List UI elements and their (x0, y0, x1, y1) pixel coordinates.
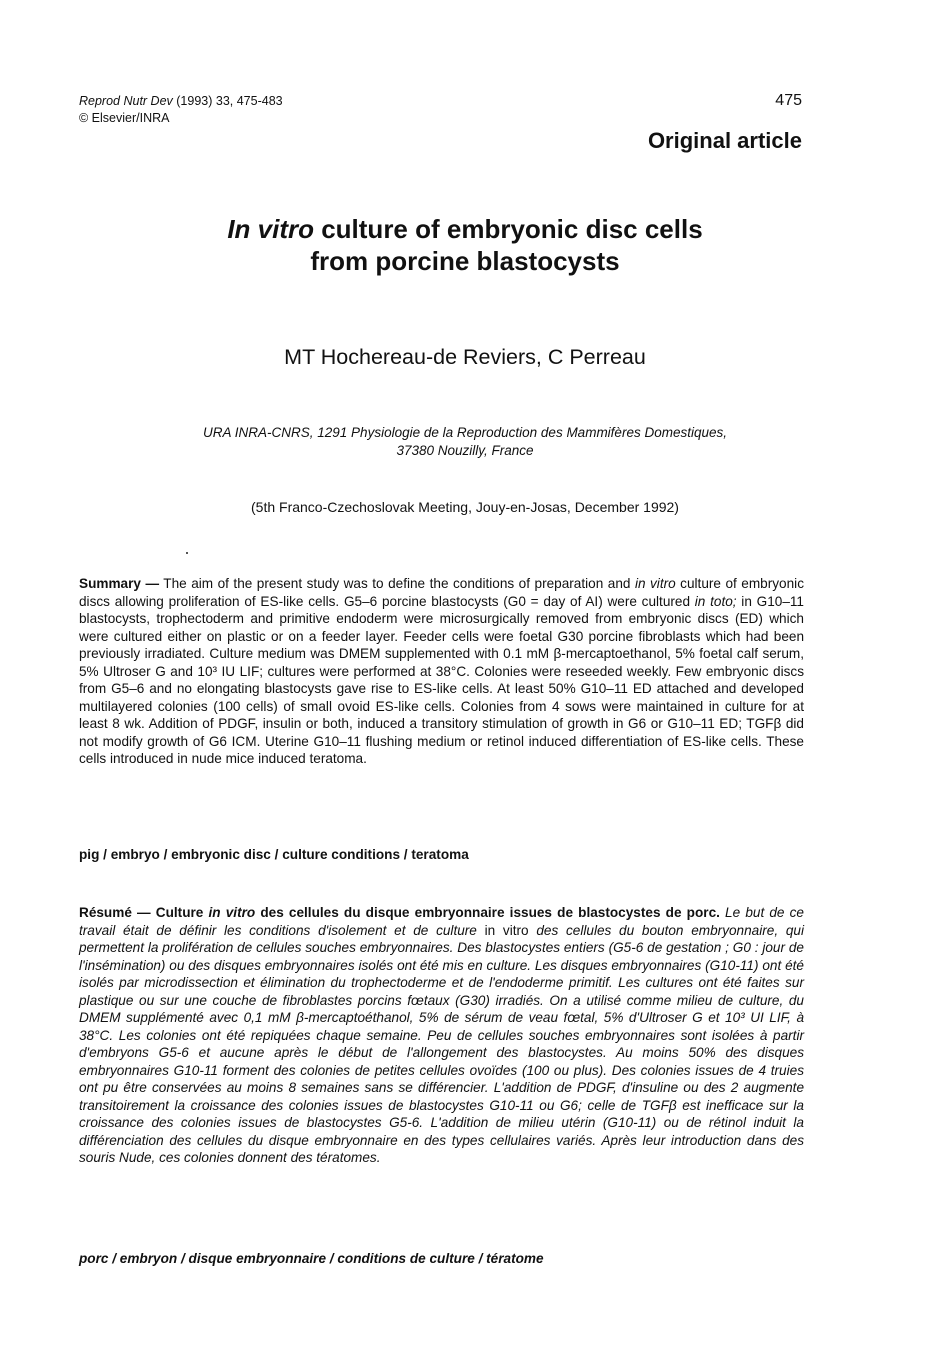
journal-citation (79, 93, 283, 109)
resume-upright-1: in vitro (484, 922, 529, 938)
summary-text-1: The aim of the present study was to define the conditions of preparation and (159, 576, 635, 591)
affiliation (0, 424, 930, 460)
resume-label: Résumé — Culture (79, 905, 209, 920)
affiliation-line-1: URA INRA-CNRS, 1291 Physiologie de la Reproduction des Mammifères Domestiques, (203, 425, 727, 440)
resume-label-italic: in vitro (208, 905, 256, 920)
title-line-2: from porcine blastocysts (310, 246, 620, 276)
resume-text-2: des cellules du bouton embryonnaire, qui permettent la prolifération de cellules souches embryonnaires. Des blastocystes entiers (G5-6 de gestation ; G0 : jour de l'insémination) ou des disques embryonnaires isolés ont été mis en culture. Les disques embryonnaires (G10-11) ont été isolés par microdissection et élimination du trophectoderme et de l'endoderme primitif. Les cultures ont été faites sur plastique ou sur une couche de fibroblastes porcins fœtaux (G30) irradiés. On a utilisé comme milieu de culture, du DMEM supplémenté avec 0,1 mM β-mercaptoéthanol, 5% de sérum de veau fœtal, 5% d'Ultroser G et 10³ UI LIF, à 38°C. Les colonies ont été repiquées chaque semaine. Peu de cellules souches embryonnaires sont isolées à partir d'embryons G5-6 et aucune après le début de l'allongement des blastocystes. Au moins 50% des disques embryonnaires G10-11 forment des colonies de petites cellules ovoïdes (100 ou plus). Des colonies issues de 4 truies ont pu être conservées au moins 8 semaines sans se différencier. L'addition de PDGF, d'insuline ou des 2 augmente transitoirement la croissance des colonies issues de blastocystes G10-11 ou G6; celle de TGFβ est inefficace sur la croissance des colonies issues de blastocystes G5-6. L'addition de milieu utérin (G10-11) ou de rétinol induit la différenciation des cellules du disque embryonnaire en des types cellulaires variés. Après leur introduction dans des souris Nude, ces colonies donnent des tératomes. (79, 922, 804, 1165)
resume-text-1: Le but de ce travail était de définir les conditions d'isolement et de culture (79, 905, 804, 938)
summary-text-2: culture of embryonic discs allowing proliferation of ES-like cells. G5–6 porcine blastocysts (G0 = day of AI) were cultured (79, 576, 804, 609)
journal-volume-pages: (1993) 33, 475-483 (172, 94, 283, 108)
title-line-1-rest: culture of embryonic disc cells (313, 214, 703, 244)
title-line-1 (0, 213, 930, 245)
page-number: 475 (775, 92, 802, 109)
journal-name: Reprod Nutr Dev (79, 94, 173, 108)
mots-cles: porc / embryon / disque embryonnaire / conditions de culture / tératome (79, 1251, 544, 1266)
meeting-note: (5th Franco-Czechoslovak Meeting, Jouy-en-Josas, December 1992) (251, 499, 679, 515)
copyright-line: © Elsevier/INRA (79, 111, 170, 125)
summary-label: Summary — (79, 576, 160, 591)
keywords: pig / embryo / embryonic disc / culture conditions / teratoma (79, 847, 469, 862)
resume-paragraph (79, 904, 804, 1167)
resume-label-rest: des cellules du disque embryonnaire issues de blastocystes de porc. (255, 905, 720, 920)
article-title (0, 213, 930, 277)
summary-italic-2: in toto; (694, 593, 737, 609)
summary-italic-1: in vitro (634, 576, 676, 591)
summary-paragraph (79, 575, 804, 768)
affiliation-line-2: 37380 Nouzilly, France (396, 443, 534, 458)
summary-text-3: in G10–11 blastocysts, trophectoderm and primitive endoderm were microsurgically removed from embryonic discs (ED) which were cultured either on plastic or on a feeder layer. Feeder cells were foetal G30 porcine fibroblasts which had been previously irradiated. Culture medium was DMEM supplemented with 0.1 mM β-mercaptoethanol, 5% foetal calf serum, 5% Ultroser G and 10³ IU LIF; cultures were performed at 38°C. Colonies were reseeded weekly. Few embryonic discs from G5–6 and no elongating blastocysts gave rise to ES-like cells. At least 50% G10–11 ED attached and developed multilayered colonies (100 cells) of small ovoid ES-like cells. Colonies from 4 sows were maintained in culture for at least 8 wk. Addition of PDGF, insulin or both, induced a transitory stimulation of growth in G6 or G10–11 ED; TGFβ did not modify growth of G6 ICM. Uterine G10–11 flushing medium or retinol induced differentiation of ES-like cells. These cells introduced in nude mice induced teratoma. (79, 593, 804, 766)
authors: MT Hochereau-de Reviers, C Perreau (284, 345, 646, 369)
stray-mark (186, 552, 188, 554)
title-italic-part: In vitro (227, 214, 314, 244)
article-type-label: Original article (647, 128, 802, 153)
